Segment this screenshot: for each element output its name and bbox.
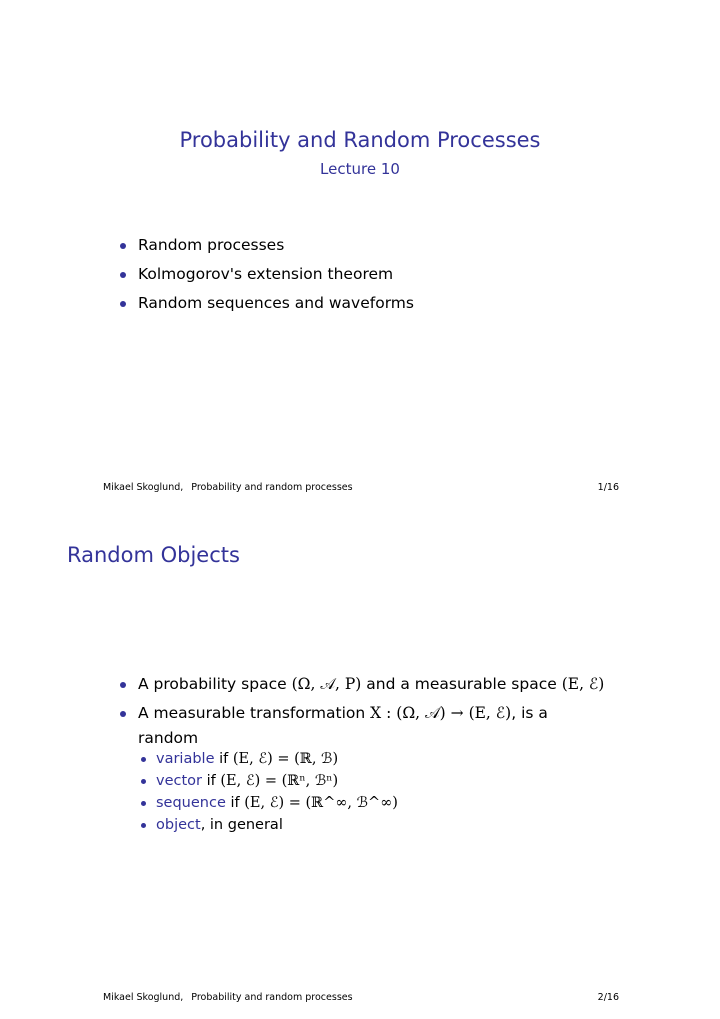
sub-item-vector (138, 770, 638, 792)
bullet-continuation: random (138, 729, 199, 747)
slide-footer (103, 482, 619, 493)
content-list (118, 670, 638, 836)
lecture-title: Probability and Random Processes (179, 128, 541, 152)
sub-item-object (138, 814, 638, 836)
bullet-probability-space (118, 670, 638, 699)
sub-item-variable (138, 748, 638, 770)
sub-item-text: , in general (200, 817, 283, 833)
bullet-measurable-transformation (118, 699, 638, 836)
sub-item-math: (E, ℰ) = (ℝ, ℬ) (232, 751, 339, 767)
math-measurable-space: (E, ℰ) (561, 675, 605, 693)
term-highlight: object (156, 817, 201, 833)
outline-list (118, 231, 414, 318)
sub-item-text: if (225, 795, 245, 811)
slide-1 (0, 0, 720, 509)
bullet-text: A measurable transformation (138, 704, 366, 722)
bullet-text: and a measurable space (366, 675, 557, 693)
title-block (0, 128, 720, 178)
term-highlight: vector (156, 773, 202, 789)
sub-list (138, 748, 638, 836)
math-probability-space: (Ω, 𝒜, P) (291, 675, 362, 693)
footer-author: Mikael Skoglund, (103, 482, 184, 493)
bullet-text: , is a (511, 704, 548, 722)
page-number: 2/16 (597, 992, 619, 1003)
sub-item-text: if (202, 773, 221, 789)
outline-item: Kolmogorov's extension theorem (118, 260, 414, 289)
bullet-text: A probability space (138, 675, 287, 693)
footer-course: Probability and random processes (191, 482, 353, 493)
math-transformation: X : (Ω, 𝒜) → (E, ℰ) (370, 704, 512, 722)
sub-item-math: (E, ℰ) = (ℝ^∞, ℬ^∞) (244, 795, 398, 811)
slide-footer (103, 992, 619, 1003)
sub-item-text: if (214, 751, 233, 767)
slide-2 (0, 510, 720, 1019)
sub-item-sequence (138, 792, 638, 814)
footer-course: Probability and random processes (191, 992, 353, 1003)
footer-author: Mikael Skoglund, (103, 992, 184, 1003)
page-number: 1/16 (597, 482, 619, 493)
term-highlight: variable (156, 751, 215, 767)
frame-title: Random Objects (67, 543, 240, 567)
sub-item-math: (E, ℰ) = (ℝⁿ, ℬⁿ) (220, 773, 339, 789)
lecture-number: Lecture 10 (320, 160, 400, 178)
term-highlight: sequence (156, 795, 226, 811)
outline-item: Random sequences and waveforms (118, 289, 414, 318)
outline-item: Random processes (118, 231, 414, 260)
